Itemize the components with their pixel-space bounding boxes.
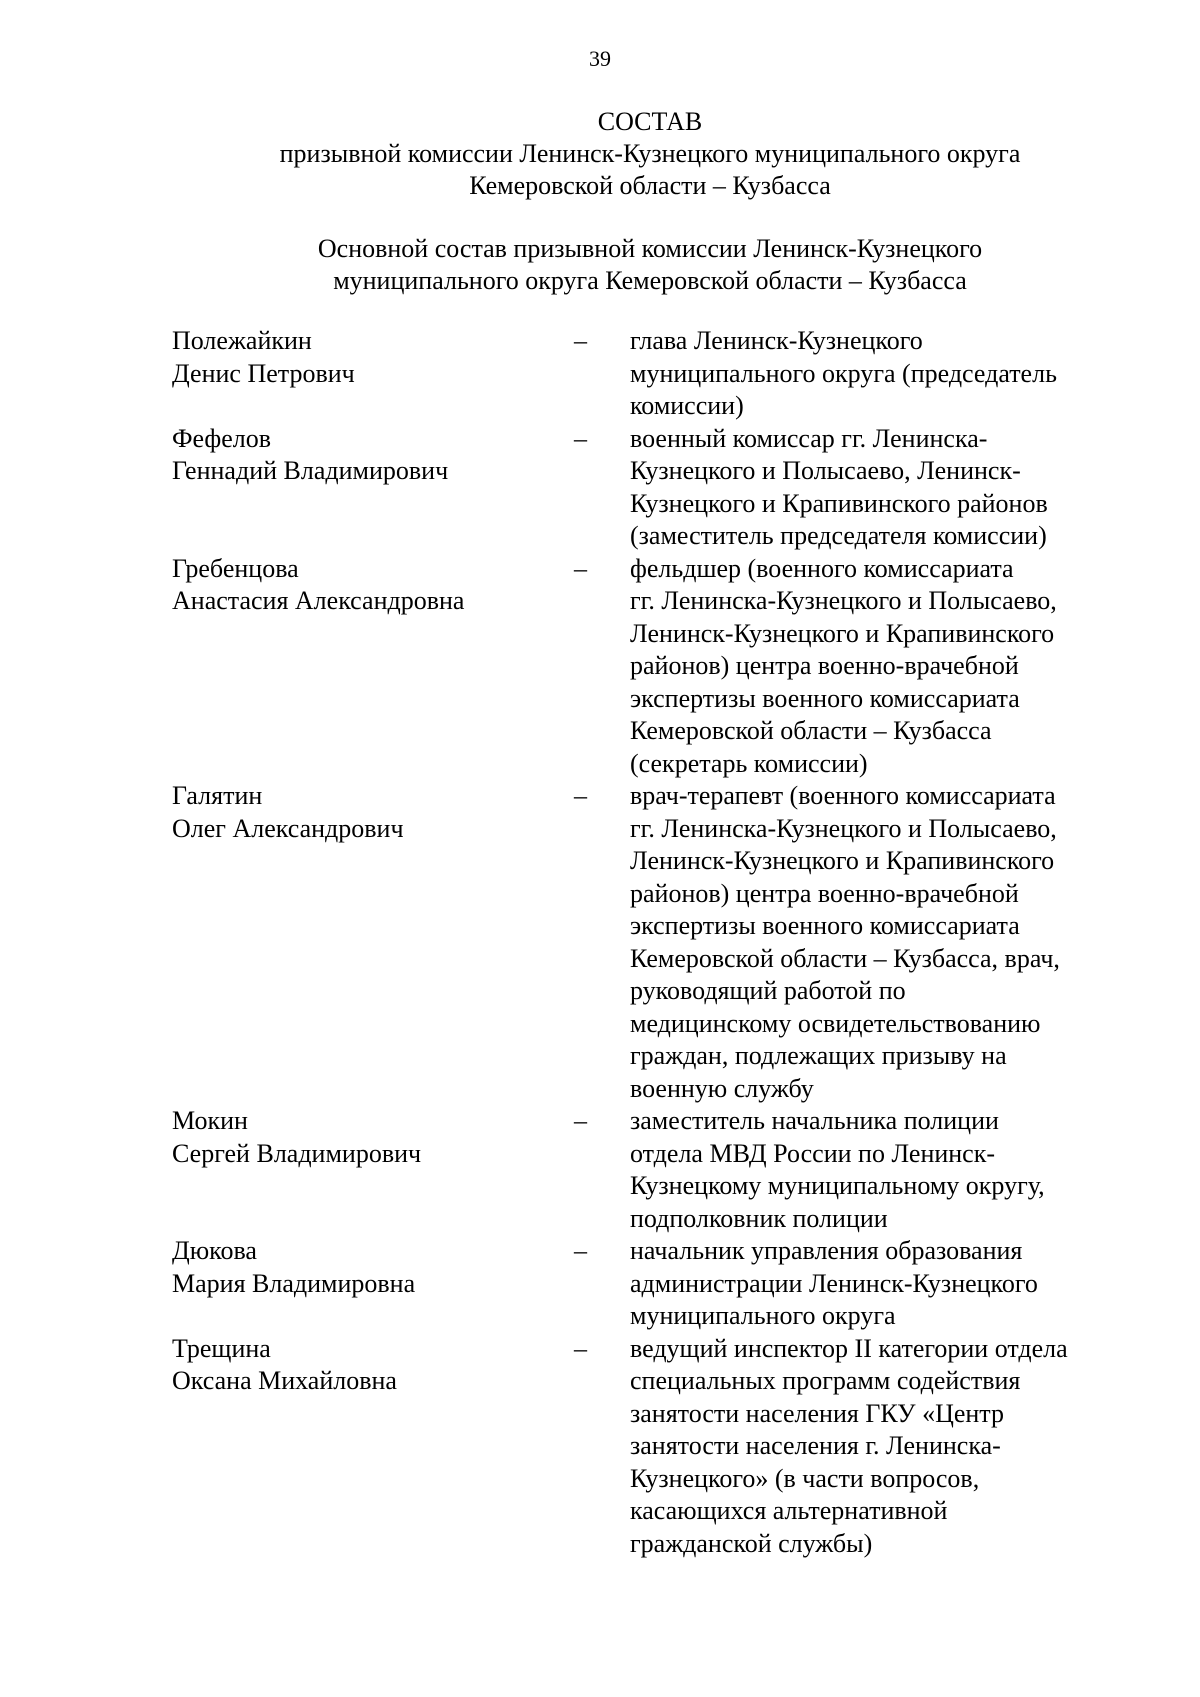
member-name [172,1235,572,1333]
member-role-line: подполковник полиции [630,1203,888,1233]
member-given-names: Олег Александрович [172,813,404,843]
member-role-line: муниципального округа (председатель [630,358,1057,388]
member-dash: – [574,1106,587,1135]
member-role-line: Кемеровской области – Кузбасса, врач, [630,943,1060,973]
member-role-line: военную службу [630,1073,814,1103]
member-role-line: занятости населения ГКУ «Центр [630,1398,1004,1428]
member-role-line: начальник управления образования [630,1236,1023,1265]
section-heading-line-1: Основной состав призывной комиссии Ленинск-Кузнецкого [317,234,983,263]
member-entry [172,553,1112,781]
member-role-line: врач-терапевт (военного комиссариата [630,781,1056,810]
member-role [630,1333,1112,1561]
member-list [172,325,1112,1560]
member-role-line: (секретарь комиссии) [630,748,868,778]
member-role-line: муниципального округа [630,1301,896,1330]
member-role-line: гг. Ленинска-Кузнецкого и Полысаево, [630,586,1057,615]
member-surname: Фефелов [172,423,272,453]
member-role-line: экспертизы военного комиссариата [630,683,1020,713]
member-role-line: Кузнецкого» (в части вопросов, [630,1463,980,1493]
member-dash: – [574,1333,587,1363]
member-role-line: ведущий инспектор II категории отдела [630,1333,1068,1363]
section-heading-line-2: муниципального округа Кемеровской области – Кузбасса [333,266,967,295]
member-role-line: экспертизы военного комиссариата [630,911,1020,940]
member-role-line: гражданской службы) [630,1528,873,1558]
member-entry [172,423,1112,553]
member-name [172,325,572,423]
member-role-line: отдела МВД России по Ленинск- [630,1138,996,1168]
member-role-line: администрации Ленинск-Кузнецкого [630,1268,1038,1298]
member-role-line: Кузнецкому муниципальному округу, [630,1171,1045,1200]
member-given-names: Сергей Владимирович [172,1138,422,1168]
member-role [630,1105,1112,1235]
member-dash: – [574,423,587,453]
member-role-line: комиссии) [630,391,744,420]
member-role-line: Ленинск-Кузнецкого и Крапивинского [630,846,1055,875]
member-name [172,423,572,553]
page-number: 39 [589,46,611,71]
member-name [172,553,572,781]
member-given-names: Анастасия Александровна [172,586,465,615]
member-role-line: заместитель начальника полиции [630,1106,999,1135]
member-entry [172,1105,1112,1235]
member-given-names: Геннадий Владимирович [172,456,449,485]
member-role-line: Кузнецкого и Полысаево, Ленинск- [630,456,1021,485]
member-role-line: (заместитель председателя комиссии) [630,521,1047,550]
member-role [630,553,1112,781]
member-entry [172,325,1112,423]
member-given-names: Мария Владимировна [172,1268,416,1298]
member-name [172,780,572,1105]
member-surname: Дюкова [172,1236,257,1265]
member-dash: – [574,553,587,583]
member-surname: Галятин [172,781,263,810]
member-role-line: военный комиссар гг. Ленинска- [630,423,988,453]
member-role-line: районов) центра военно-врачебной [630,878,1019,908]
member-name [172,1105,572,1235]
member-role-line: Кузнецкого и Крапивинского районов [630,488,1048,518]
title-line-1: СОСТАВ [597,107,703,136]
member-role [630,780,1112,1105]
member-role-line: руководящий работой по [630,976,906,1005]
member-role-line: Кемеровской области – Кузбасса [630,716,992,745]
member-role-line: гг. Ленинска-Кузнецкого и Полысаево, [630,813,1057,843]
member-role-line: специальных программ содействия [630,1366,1021,1395]
member-role-line: глава Ленинск-Кузнецкого [630,326,923,355]
member-surname: Полежайкин [172,326,312,355]
member-role-line: касающихся альтернативной [630,1496,948,1525]
member-role-line: районов) центра военно-врачебной [630,651,1019,680]
member-role-line: медицинскому освидетельствованию [630,1008,1041,1038]
member-dash: – [574,1236,587,1265]
member-entry [172,780,1112,1105]
member-role-line: Ленинск-Кузнецкого и Крапивинского [630,618,1055,648]
member-entry [172,1333,1112,1561]
member-role-line: занятости населения г. Ленинска- [630,1431,1001,1460]
member-role [630,423,1112,553]
member-surname: Трещина [172,1333,271,1363]
member-given-names: Оксана Михайловна [172,1366,397,1395]
section-heading [142,233,1158,297]
member-dash: – [574,781,587,810]
member-role-line: граждан, подлежащих призыву на [630,1041,1007,1070]
title-line-2: призывной комиссии Ленинск-Кузнецкого муниципального округа [279,139,1021,168]
member-entry [172,1235,1112,1333]
member-name [172,1333,572,1561]
member-surname: Мокин [172,1106,248,1135]
member-dash: – [574,326,587,355]
member-given-names: Денис Петрович [172,358,355,388]
member-role-line: фельдшер (военного комиссариата [630,553,1014,583]
title-line-3: Кемеровской области – Кузбасса [469,171,831,200]
member-role [630,325,1112,423]
member-role [630,1235,1112,1333]
member-surname: Гребенцова [172,553,299,583]
document-title [142,106,1158,202]
